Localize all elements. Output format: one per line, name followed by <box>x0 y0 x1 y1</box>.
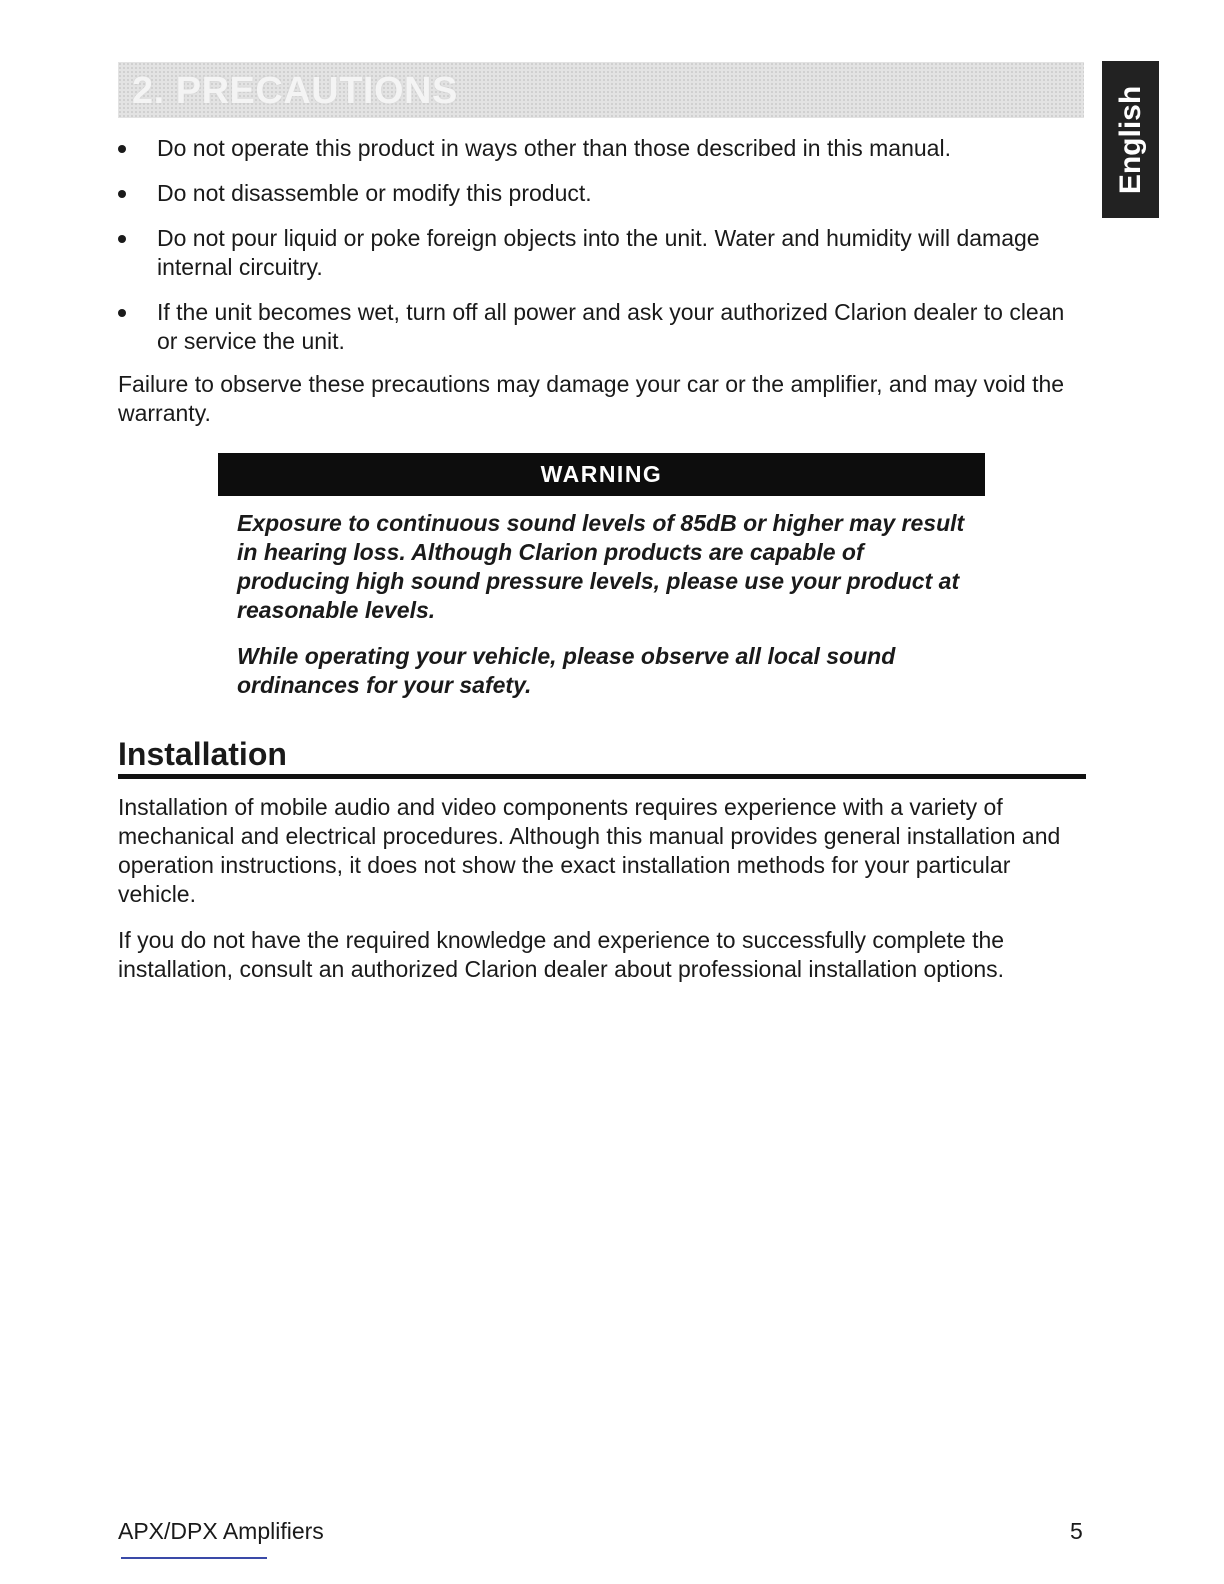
list-item <box>118 298 1078 356</box>
list-item-text: Do not operate this product in ways other than those described in this manual. <box>157 135 951 161</box>
bullet-icon <box>118 309 126 317</box>
precautions-list <box>118 134 1078 372</box>
section-title: 2. PRECAUTIONS <box>132 70 458 112</box>
list-item-text: Do not disassemble or modify this product. <box>157 180 592 206</box>
installation-paragraph-requirements: Installation of mobile audio and video components requires experience with a variety of mechanical and electrical procedures. Although this manual provides general installation and operation instructions, it does not show the exact installation methods for your particular vehicle. <box>118 794 1061 907</box>
installation-paragraph-dealer: If you do not have the required knowledge and experience to successfully complete the installation, consult an authorized Clarion dealer about professional installation options. <box>118 927 1005 982</box>
failure-note: Failure to observe these precautions may damage your car or the amplifier, and may void the warranty. <box>118 371 1065 426</box>
warning-paragraph-hearing: Exposure to continuous sound levels of 85dB or higher may result in hearing loss. Although Clarion products are capable of producing high sound pressure levels, please use your product at reasonable levels. <box>237 510 965 623</box>
installation-heading: Installation <box>118 736 287 772</box>
bullet-icon <box>118 145 126 153</box>
warning-paragraph-ordinances: While operating your vehicle, please observe all local sound ordinances for your safety. <box>237 643 896 698</box>
page-number: 5 <box>1070 1518 1083 1544</box>
footer-underline <box>121 1557 267 1559</box>
warning-banner: WARNING <box>218 453 985 496</box>
list-item-text: If the unit becomes wet, turn off all power and ask your authorized Clarion dealer to clean or service the unit. <box>157 299 1065 354</box>
list-item <box>118 134 1078 163</box>
list-item-text: Do not pour liquid or poke foreign objects into the unit. Water and humidity will damage internal circuitry. <box>157 225 1040 280</box>
language-tab-label: English <box>1113 85 1147 194</box>
section-banner <box>118 62 1084 118</box>
footer-product-title: APX/DPX Amplifiers <box>118 1518 324 1544</box>
language-tab[interactable] <box>1102 61 1159 218</box>
list-item <box>118 224 1078 282</box>
list-item <box>118 179 1078 208</box>
bullet-icon <box>118 235 126 243</box>
bullet-icon <box>118 190 126 198</box>
heading-divider <box>118 774 1086 779</box>
